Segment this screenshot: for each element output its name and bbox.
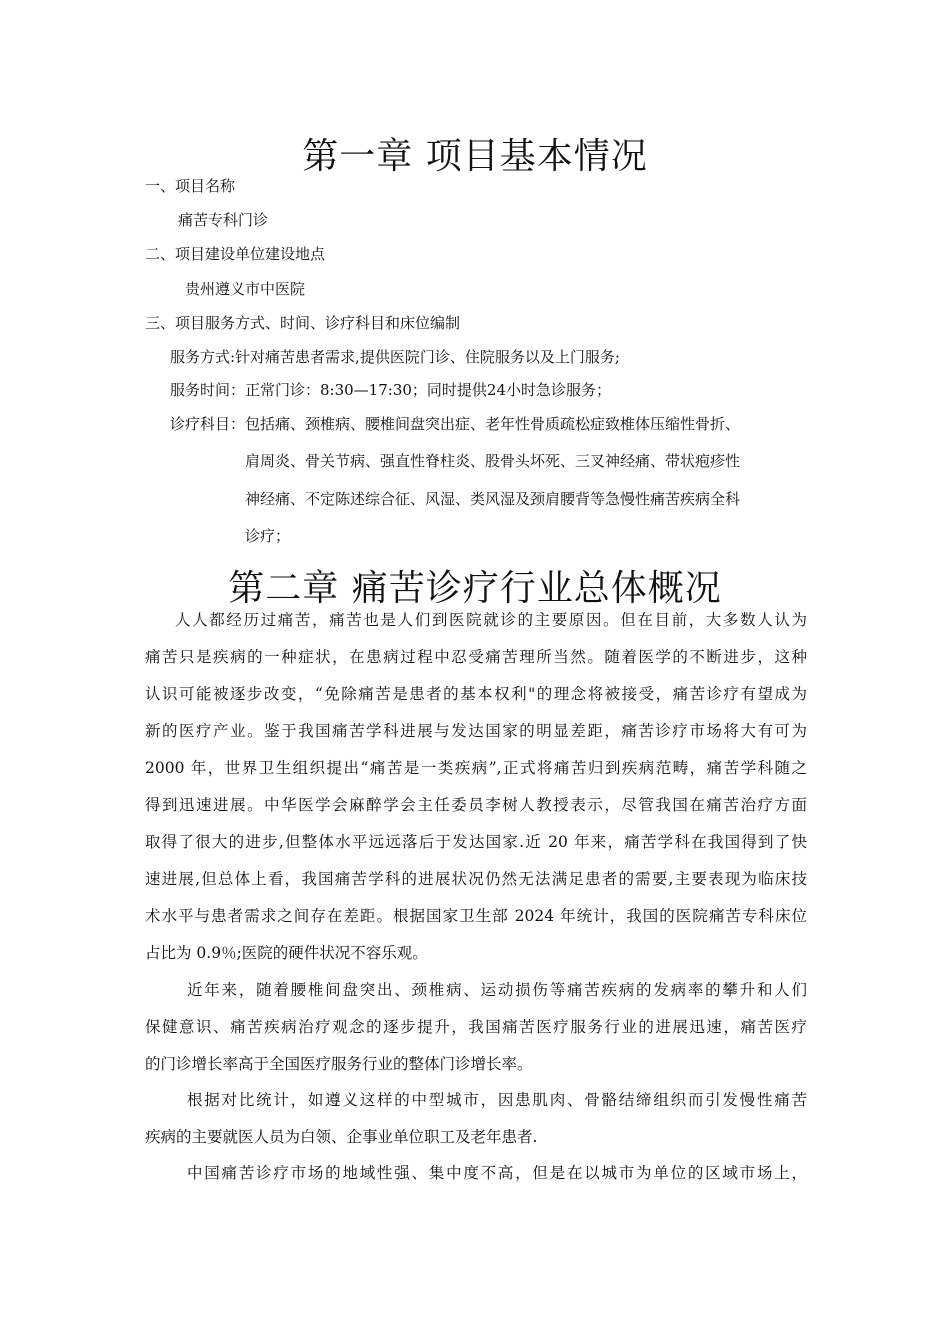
paragraph-line: 得到迅速进展。中华医学会麻醉学会主任委员李树人教授表示，尽管我国在痛苦治疗方面: [145, 796, 807, 814]
paragraph-3: [145, 1082, 807, 1156]
paragraph-line: 取得了很大的进步,但整体水平远远落后于发达国家.近 20 年来，痛苦学科在我国得到了快: [145, 833, 807, 851]
paragraph-line: 根据对比统计，如遵义这样的中型城市，因患肌肉、骨骼结缔组织而引发慢性痛苦: [187, 1091, 807, 1109]
section-3-heading: 三、项目服务方式、时间、诊疗科目和床位编制: [145, 314, 461, 332]
paragraph-line: 2000 年，世界卫生组织提出“痛苦是一类疾病”,正式将痛苦归到疾病范畴，痛苦学科随之: [145, 759, 807, 777]
paragraph-line: 新的医疗产业。鉴于我国痛苦学科进展与发达国家的明显差距，痛苦诊疗市场将大有可为: [145, 722, 807, 740]
project-location: 贵州遵义市中医院: [185, 280, 306, 298]
section-1-heading: 一、项目名称: [145, 177, 236, 195]
scope-line: 神经痛、不定陈述综合征、风湿、类风湿及颈肩腰背等急慢性痛苦疾病全科: [245, 490, 741, 508]
paragraph-line: 速进展,但总体上看，我国痛苦学科的进展状况仍然无法满足患者的需要,主要表现为临床技: [145, 870, 807, 888]
scope-line: 包括痛、颈椎病、腰椎间盘突出症、老年性骨质疏松症致椎体压缩性骨折、: [245, 415, 741, 433]
scope-label: 诊疗科目：: [170, 415, 246, 433]
project-name: 痛苦专科门诊: [178, 211, 269, 229]
service-time: 服务时间：正常门诊：8:30—17:30；同时提供24小时急诊服务；: [170, 381, 612, 399]
paragraph-line: 占比为 0.9％;医院的硬件状况不容乐观。: [145, 944, 428, 962]
service-mode: 服务方式:针对痛苦患者需求,提供医院门诊、住院服务以及上门服务;: [170, 348, 620, 366]
paragraph-4: [145, 1155, 807, 1192]
paragraph-line: 的门诊增长率高于全国医疗服务行业的整体门诊增长率。: [145, 1055, 533, 1073]
chapter-2-title: 第二章 痛苦诊疗行业总体概况: [228, 568, 722, 609]
paragraph-line: 痛苦只是疾病的一种症状，在患病过程中忍受痛苦理所当然。随着医学的不断进步，这种: [145, 648, 807, 666]
scope-line: 肩周炎、骨关节病、强直性脊柱炎、股骨头坏死、三叉神经痛、带状疱疹性: [245, 452, 741, 470]
paragraph-line: 疾病的主要就医人员为白领、企事业单位职工及老年患者.: [145, 1128, 538, 1146]
paragraph-2: [145, 972, 807, 1083]
scope-line: 诊疗；: [245, 527, 291, 545]
paragraph-line: 人人都经历过痛苦，痛苦也是人们到医院就诊的主要原因。但在目前，大多数人认为: [175, 611, 807, 629]
chapter-1-title: 第一章 项目基本情况: [302, 136, 648, 177]
paragraph-line: 近年来，随着腰椎间盘突出、颈椎病、运动损伤等痛苦疾病的发病率的攀升和人们: [187, 981, 807, 999]
paragraph-line: 保健意识、痛苦疾病治疗观念的逐步提升，我国痛苦医疗服务行业的进展迅速，痛苦医疗: [145, 1018, 807, 1036]
paragraph-1: [145, 602, 807, 972]
section-2-heading: 二、项目建设单位建设地点: [145, 245, 326, 263]
paragraph-line: 认识可能被逐步改变，“免除痛苦是患者的基本权利"的理念将被接受，痛苦诊疗有望成为: [145, 685, 807, 703]
paragraph-line: 术水平与患者需求之间存在差距。根据国家卫生部 2024 年统计，我国的医院痛苦专科床位: [145, 907, 807, 925]
paragraph-line: 中国痛苦诊疗市场的地域性强、集中度不高，但是在以城市为单位的区域市场上，: [187, 1164, 807, 1182]
